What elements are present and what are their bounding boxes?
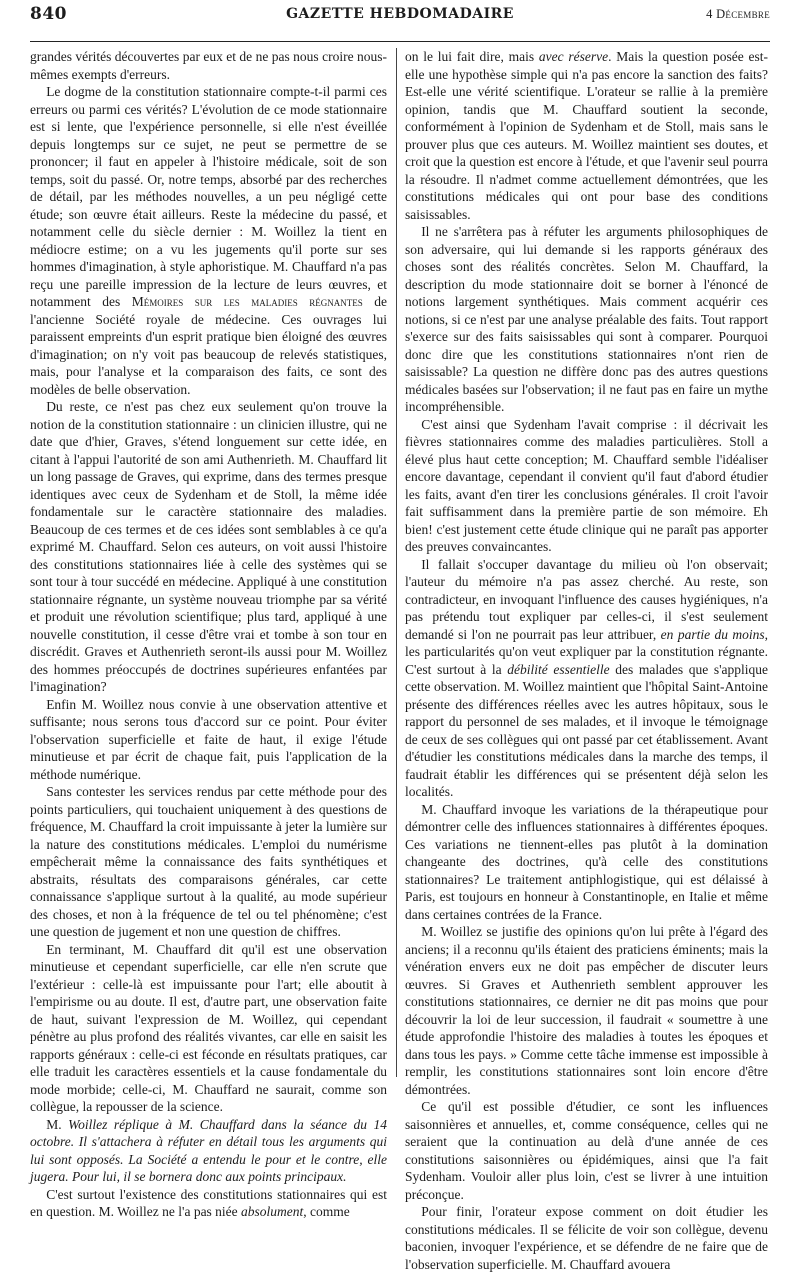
paragraph: M. Woillez réplique à M. Chauffard dans la séance du 14 octobre. Il s'attachera à réfuter en détail tous les arguments qui lui sont opposés. La Société a entendu le pour et le contre, elle jugera. Pour lui, il se bornera donc aux points principaux. [30,1116,387,1184]
paragraph: Il fallait s'occuper davantage du milieu où l'on observait; l'auteur du mémoire n'a pas assez cherché. Au reste, son contradicteur, en invoquant l'influence des causes hygiéniques, n'a pas prétendu tout expliquer par celles-ci, il s'est seulement demandé si l'on ne pourrait pas leur attribuer, en partie du moins, les particularités qu'on veut expliquer par la constitution régnante. C'est surtout à la débilité essentielle des malades que s'applique cette observation. M. Woillez maintient que l'hôpital Saint-Antoine présente des différences réelles avec les autres hôpitaux, sous le rapport du personnel de ses malades, et il invoque le témoignage de ceux de ses collègues qui ont passé par cet établissement. Avant d'étudier les constitutions médicales dans la marche des temps, il faudrait établir les différences qui se présentent déjà selon les localités. [405,556,769,799]
memoires-title: Mémoires sur les maladies régnantes [131,294,363,309]
paragraph: C'est surtout l'existence des constitutions stationnaires qui est en question. M. Woillez ne l'a pas niée absolument, comme [30,1186,387,1219]
article-body [30,48,770,1272]
paragraph: Il ne s'arrêtera pas à réfuter les arguments philosophiques de son adversaire, qui lui demande si les rapports généraux des choses sont des réalités concrètes. Selon M. Chauffard, la description du mode stationnaire doit se borner à l'énoncé de notions largement synthétiques. Mais comment acquérir ces notions, si ce n'est par une analyse préalable des faits. Tout rapport s'exerce sur des faits saisissables qui sont à comparer. Pourquoi donc dire que les constitutions stationnaires n'ont rien de saisissable? La question ne diffère donc pas des autres questions médicales basées sur l'observation; il ne faut pas en faire un mythe incompréhensible. [405,224,768,414]
page-number: 840 [30,4,67,24]
header-rule [30,41,770,42]
paragraph: C'est ainsi que Sydenham l'avait comprise : il décrivait les fièvres stationnaires comme des maladies particulières. Stoll a élevé plus haut cette conception; M. Chauffard semble l'idéaliser encore davantage, cependant il convient qu'il faut d'abord étudier les faits, avant d'en tirer les conclusions générales. Il croit l'avoir fait suffisamment dans la première partie de son mémoire. Eh bien! c'est justement cette étude clinique qui ne paraît pas apporter des preuves convaincantes. [405,416,768,554]
paragraph: Ce qu'il est possible d'étudier, ce sont les influences saisonnières et annuelles, et, comme conséquence, celles qui ne seraient que la continuation au delà d'une année de ces constitutions saisonnières ou épidémiques, ainsi que l'a fait Sydenham. Vouloir aller plus loin, c'est se livrer à une intuition préconçue. [405,1099,768,1202]
journal-title: GAZETTE HEBDOMADAIRE [286,6,514,22]
column-divider [396,48,397,1077]
paragraph: Enfin M. Woillez nous convie à une observation attentive et suffisante; nous serons tous d'accord sur ce point. Pour éviter l'observation superficielle et faite de haut, il exige l'étude minutieuse et par écrit de chaque fait, puis l'application de la méthode numérique. [30,696,387,782]
paragraph: M. Woillez se justifie des opinions qu'on lui prête à l'égard des anciens; il a reconnu qu'ils étaient des praticiens éminents; mais la vénération envers eux ne doit pas empêcher de discuter leurs œuvres. Si Graves et Authenrieth semblent approuver les constitutions stationnaires, ce dernier ne dit pas moins que pour découvrir la loi de leur succession, il faudrait « soumettre à une étude approfondie l'histoire des maladies à toutes les époques et dans tous les pays. » Comme cette tâche immense est impossible à remplir, les constitutions stationnaires sont loin encore d'être démontrées. [405,924,768,1097]
paragraph: M. Chauffard invoque les variations de la thérapeutique pour démontrer celle des influences stationnaires à différentes époques. Ces variations ne tiennent-elles pas plutôt à la domination changeante des doctrines, qu'à celle des constitutions stationnaires? Le traitement antiphlogistique, qui est délaissé à Paris, est toujours en honneur à Constantinople, en Italie et même dans certaines contrées de la France. [405,801,768,922]
paragraph: Sans contester les services rendus par cette méthode pour des points particuliers, qui touchaient uniquement à des questions de fréquence, M. Chauffard la croit impuissante à jeter la lumière sur la nature des constitutions médicales. L'emploi du numérisme empêcherait même la connaissance des faits synthétiques et abstraits, résultats des comparaisons générales, car cette connaissance s'applique surtout à la qualité, au mode supérieur des choses, et non à la fréquence de tel ou tel phénomène; c'est une question de jugement et non une question de chiffres. [30,784,387,939]
issue-date: 4 Décembre [706,7,770,21]
left-column [30,48,387,1219]
paragraph: on le lui fait dire, mais avec réserve. Mais la question posée est-elle une hypothèse simple qui n'a pas encore la sanction des faits? Est-elle une vérité scientifique. L'orateur se rallie à la première opinion, tandis que M. Chauffard soutient la seconde, conformément à l'opinion de Sydenham et de Stoll, mais sans le prouver plus que ces auteurs. M. Woillez maintient ses doutes, et croit que la question est encore à l'étude, et que l'avenir seul pourra la résoudre. Il n'admet comme actuellement démontrées, que les constitutions médicales qui ont pour base des conditions saisissables. [405,49,768,222]
paragraph: Le dogme de la constitution stationnaire compte-t-il parmi ces erreurs ou parmi ces vérités? L'évolution de ce mode stationnaire est si lente, que l'expérience personnelle, si elle n'est éveillée depuis longtemps sur ce sujet, ne peut se permettre de se prononcer; il faut en appeler à l'histoire médicale, soit de son temps, soit du passé. Or, notre temps, absorbé par des recherches de détail, par les méthodes nouvelles, a un peu négligé cette étude; son œuvre était ailleurs. Reste la médecine du passé, et notamment celle du siècle dernier : M. Woillez la tient en médiocre estime; on a vu les jugements qu'il porte sur ses hommes d'imagination, à style aphoristique. M. Chauffard n'a pas reçu une pareille impression de la lecture de leurs œuvres, et notamment des Mémoires sur les maladies régnantes de l'ancienne Société royale de médecine. Ces ouvrages lui paraissent empreints d'un esprit pratique bien éloigné des œuvres d'imagination; on n'y voit pas beaucoup de relevés statistiques, mais, pour l'analyse et la comparaison des faits, ce sont des modèles de belle observation. [30,84,387,397]
right-column [405,48,769,1272]
paragraph: Du reste, ce n'est pas chez eux seulement qu'on trouve la notion de la constitution stationnaire : un clinicien illustre, qui ne date que d'hier, Graves, s'étend longuement sur cette idée, en citant à l'appui l'autorité de son ami Authenrieth. M. Chauffard lit un long passage de Graves, qui exprime, dans des termes presque identiques avec ceux de Sydenham et de Stoll, la même idée fondamentale sur le caractère stationnaire des maladies. Beaucoup de ces termes et de ces idées sont semblables à ce qu'a exprimé M. Chauffard. Selon ces auteurs, on voit aussi l'histoire des constitutions stationnaires liée à celle des systèmes qui se sont tour à tour succédé en médecine. Appliqué à une constitution stationnaire régnante, un système nouveau triomphe par sa vérité et produit une révolution scientifique; plus tard, appliqué à une nouvelle constitution, il cesse d'être vrai et tombe à son tour en discrédit. Graves et Authenrieth seront-ils aussi pour M. Woillez des hommes préoccupés de doctrines supérieures enfantées par l'imagination? [30,399,387,694]
paragraph: En terminant, M. Chauffard dit qu'il est une observation minutieuse et cependant superficielle, car elle n'en scrute que l'extérieur : celle-là est impuissante pour l'art; elle aboutit à l'empirisme ou au doute. Il est, d'autre part, une observation faite de haut, suivant l'expression de M. Woillez, qui cependant pénètre au plus profond des réalités vivantes, car elle en saisit les rapports généraux : celle-ci est féconde en résultats pratiques, car elle traduit les caractères essentiels et la cause fondamentale du mode morbide; celle-ci, M. Chauffard ne saurait, comme son collègue, la repousser de la science. [30,941,387,1114]
page-header [30,3,770,43]
paragraph: grandes vérités découvertes par eux et de ne pas nous croire nous-mêmes exempts d'erreurs. [30,49,387,82]
paragraph: Pour finir, l'orateur expose comment on doit étudier les constitutions médicales. Il se félicite de voir son collègue, devenu baconien, invoquer l'expérience, et se défendre de ne faire que de l'observation superficielle. M. Chauffard avouera [405,1204,768,1272]
